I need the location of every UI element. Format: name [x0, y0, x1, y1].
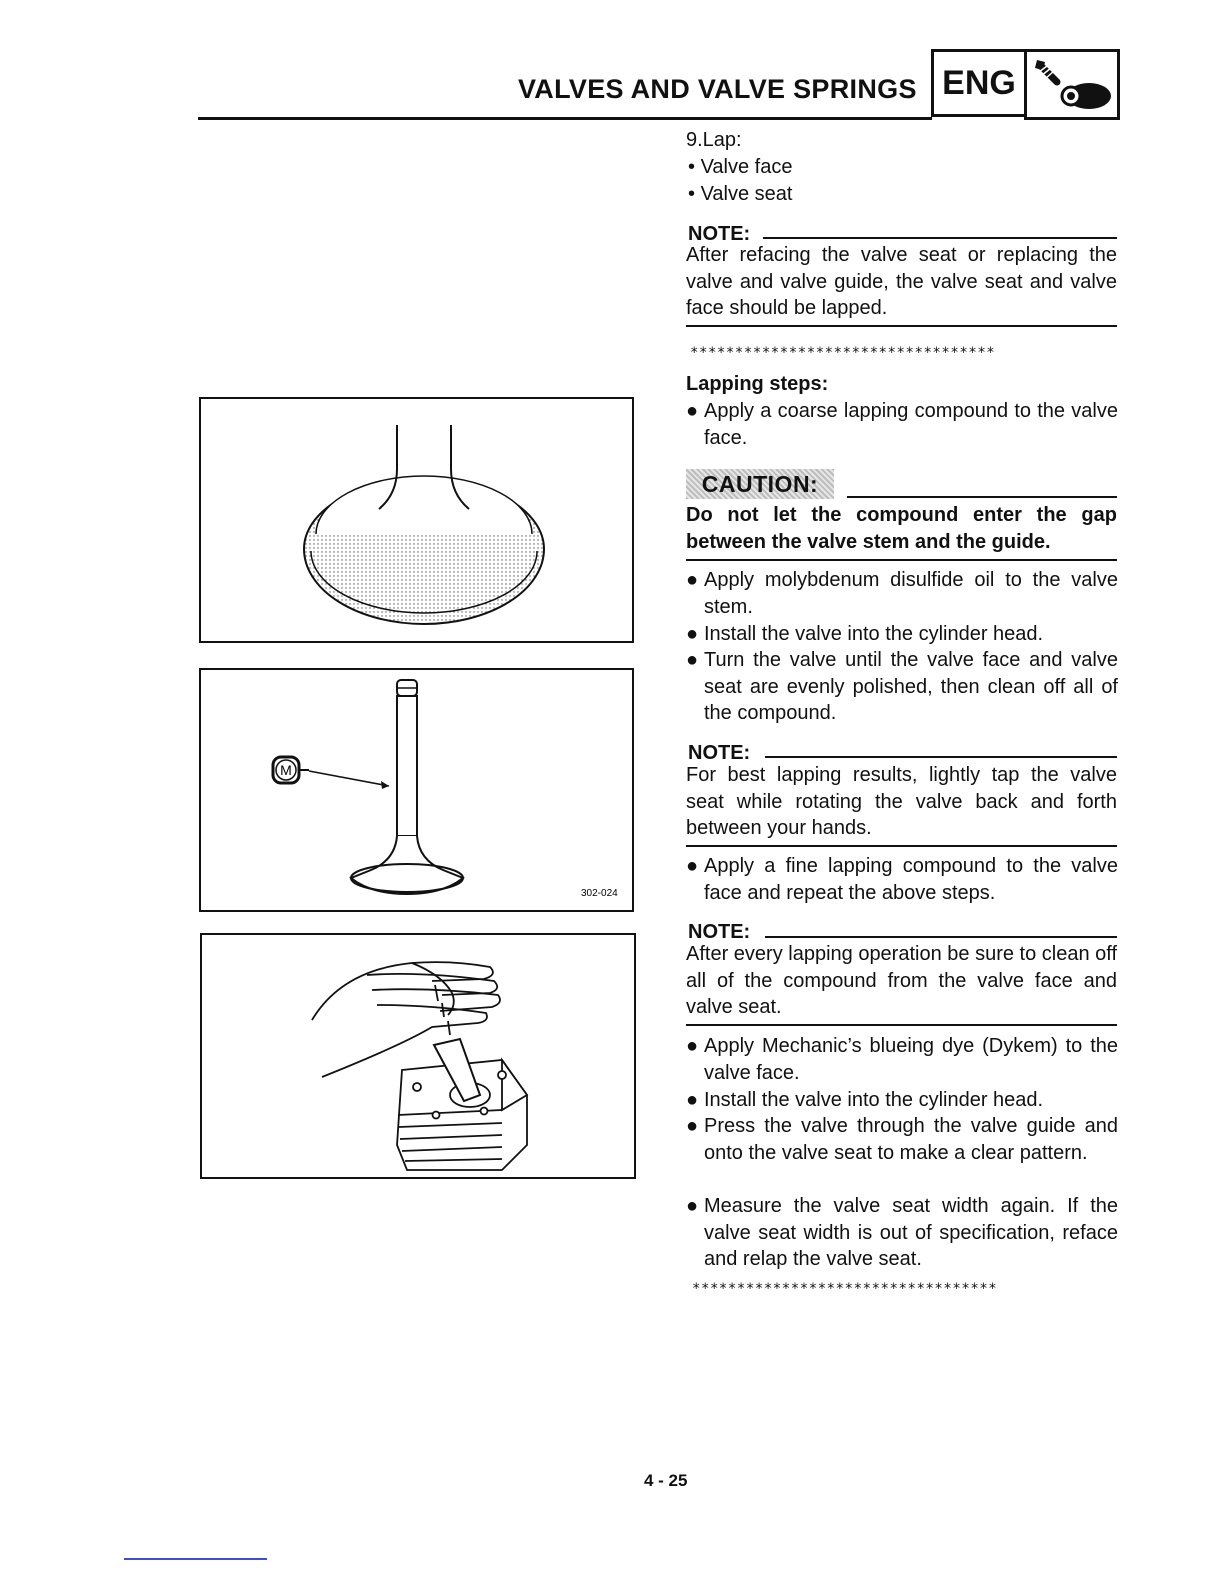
caution-text: Do not let the compound enter the gap between the valve stem and the guide. — [686, 504, 1117, 553]
step-item-text: Valve seat — [700, 183, 793, 205]
bullet-icon: ● — [686, 623, 699, 645]
figure-lapping-hands — [200, 933, 636, 1179]
note-text: For best lapping results, lightly tap the valve seat while rotating the valve back and forth between your hands. — [686, 764, 1117, 839]
section-tag: ENG — [931, 49, 1027, 117]
note-rule — [686, 325, 1117, 327]
note-label: NOTE: — [688, 742, 751, 764]
list-item-text: Turn the valve until the valve face and valve seat are evenly polished, then clean off all of the compound. — [704, 649, 1118, 724]
list-item — [686, 1033, 1118, 1086]
list-item-text: Apply Mechanic’s blueing dye (Dykem) to the valve face. — [704, 1035, 1118, 1084]
list-item — [686, 1087, 1118, 1114]
note-rule — [765, 756, 1117, 758]
page-number: 4 - 25 — [644, 1471, 688, 1490]
bullet-icon: ● — [686, 1115, 699, 1137]
separator-stars: ********************************** — [692, 1281, 998, 1297]
header-rule — [198, 117, 932, 120]
note-label: NOTE: — [688, 921, 751, 943]
moly-symbol: M — [280, 762, 292, 778]
bullet-icon: ● — [686, 400, 699, 422]
bullet-icon: ● — [686, 649, 699, 671]
note-rule — [765, 936, 1117, 938]
list-item — [686, 1113, 1118, 1166]
list-item-text: Install the valve into the cylinder head. — [704, 1089, 1044, 1111]
bullet-icon: ● — [686, 569, 699, 591]
list-item-text: Apply a coarse lapping compound to the valve face. — [704, 400, 1118, 449]
caution-rule — [847, 496, 1117, 498]
bullet-icon: • — [688, 156, 696, 178]
note-rule — [763, 237, 1117, 239]
note-text: After every lapping operation be sure to clean off all of the compound from the valve face and valve seat. — [686, 943, 1118, 1018]
footer-line — [124, 1558, 267, 1560]
list-item-text: Measure the valve seat width again. If the valve seat width is out of specification, reface and relap the valve seat. — [704, 1195, 1118, 1270]
list-item — [686, 621, 1118, 648]
caution-badge: CAUTION: — [686, 469, 834, 499]
step-item — [688, 154, 792, 181]
note-rule — [686, 845, 1117, 847]
list-item — [686, 398, 1118, 451]
list-item-text: Press the valve through the valve guide and onto the valve seat to make a clear pattern. — [704, 1115, 1118, 1164]
bullet-icon: ● — [686, 855, 699, 877]
step-item — [688, 181, 792, 208]
separator-stars: ********************************** — [690, 345, 996, 361]
step-title: 9.Lap: — [686, 129, 742, 151]
list-item — [686, 567, 1118, 620]
figure-valve-stem — [199, 668, 634, 912]
note-rule — [686, 1024, 1117, 1026]
list-item-text: Apply a fine lapping compound to the valve face and repeat the above steps. — [704, 855, 1118, 904]
step-item-text: Valve face — [700, 156, 793, 178]
bullet-icon: ● — [686, 1035, 699, 1057]
bullet-icon: ● — [686, 1195, 699, 1217]
note-text: After refacing the valve seat or replacing the valve and valve guide, the valve seat and valve face should be lapped. — [686, 244, 1117, 319]
list-item — [686, 1193, 1118, 1273]
engine-wrench-icon — [1024, 49, 1120, 120]
figure-valve-head — [199, 397, 634, 643]
list-item-text: Install the valve into the cylinder head. — [704, 623, 1044, 645]
bullet-icon: ● — [686, 1089, 699, 1111]
note-label: NOTE: — [688, 223, 751, 245]
caution-rule — [686, 559, 1117, 561]
bullet-icon: • — [688, 183, 696, 205]
moly-oil-icon — [273, 757, 309, 783]
page-title: VALVES AND VALVE SPRINGS — [518, 74, 917, 104]
list-item-text: Apply molybdenum disulfide oil to the valve stem. — [704, 569, 1118, 618]
list-item — [686, 647, 1118, 727]
hands — [312, 962, 500, 1077]
figure-code: 302-024 — [581, 888, 618, 899]
engine-part-icon — [1062, 83, 1111, 109]
list-item — [686, 853, 1118, 906]
section-heading: Lapping steps: — [686, 373, 829, 395]
wrench-icon — [1035, 60, 1057, 82]
